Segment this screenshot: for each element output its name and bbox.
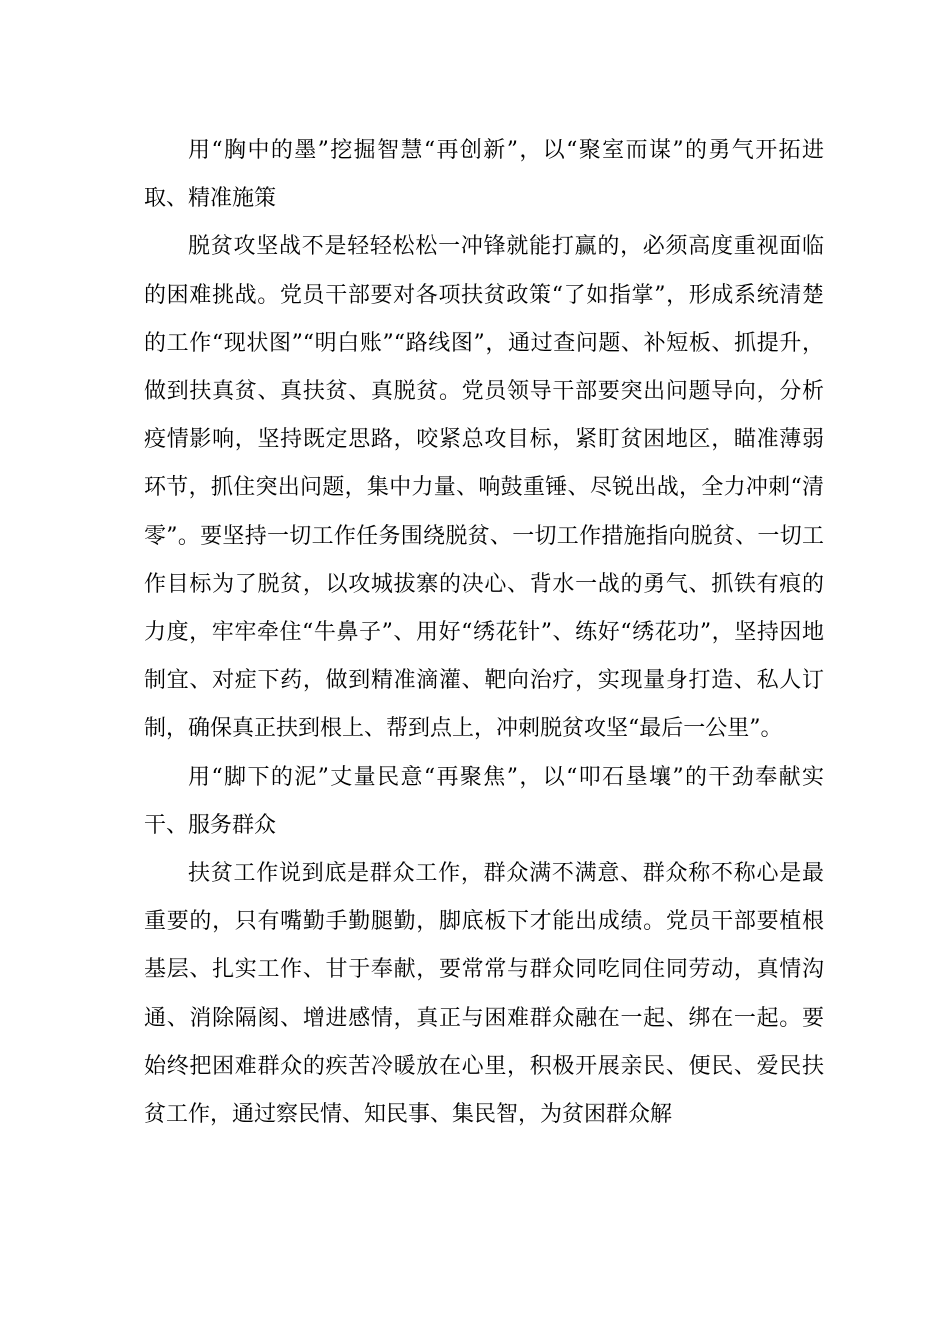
- section-heading-1: 用“胸中的墨”挖掘智慧“再创新”，以“聚室而谋”的勇气开拓进取、精准施策: [144, 138, 824, 212]
- section-heading-2: 用“脚下的泥”丈量民意“再聚焦”，以“叩石垦壤”的干劲奉献实干、服务群众: [144, 764, 824, 838]
- body-paragraph-1: 脱贫攻坚战不是轻轻松松一冲锋就能打赢的，必须高度重视面临的困难挑战。党员干部要对各项扶贫政策“了如指掌”，形成系统清楚的工作“现状图”“明白账”“路线图”，通过查问题、补短板、抓提升，做到扶真贫、真扶贫、真脱贫。党员领导干部要突出问题导向，分析疫情影响，坚持既定思路，咬紧总攻目标，紧盯贫困地区，瞄准薄弱环节，抓住突出问题，集中力量、响鼓重锤、尽锐出战，全力冲刺“清零”。要坚持一切工作任务围绕脱贫、一切工作措施指向脱贫、一切工作目标为了脱贫，以攻城拔寨的决心、背水一战的勇气、抓铁有痕的力度，牢牢牵住“牛鼻子”、用好“绣花针”、练好“绣花功”，坚持因地制宜、对症下药，做到精准滴灌、靶向治疗，实现量身打造、私人订制，确保真正扶到根上、帮到点上，冲刺脱贫攻坚“最后一公里”。: [144, 234, 824, 742]
- body-paragraph-2: 扶贫工作说到底是群众工作，群众满不满意、群众称不称心是最重要的，只有嘴勤手勤腿勤，脚底板下才能出成绩。党员干部要植根基层、扎实工作、甘于奉献，要常常与群众同吃同住同劳动，真情沟通、消除隔阂、增进感情，真正与困难群众融在一起、绑在一起。要始终把困难群众的疾苦冷暖放在心里，积极开展亲民、便民、爱民扶贫工作，通过察民情、知民事、集民智，为贫困群众解: [144, 861, 824, 1128]
- document-page: [144, 127, 824, 1139]
